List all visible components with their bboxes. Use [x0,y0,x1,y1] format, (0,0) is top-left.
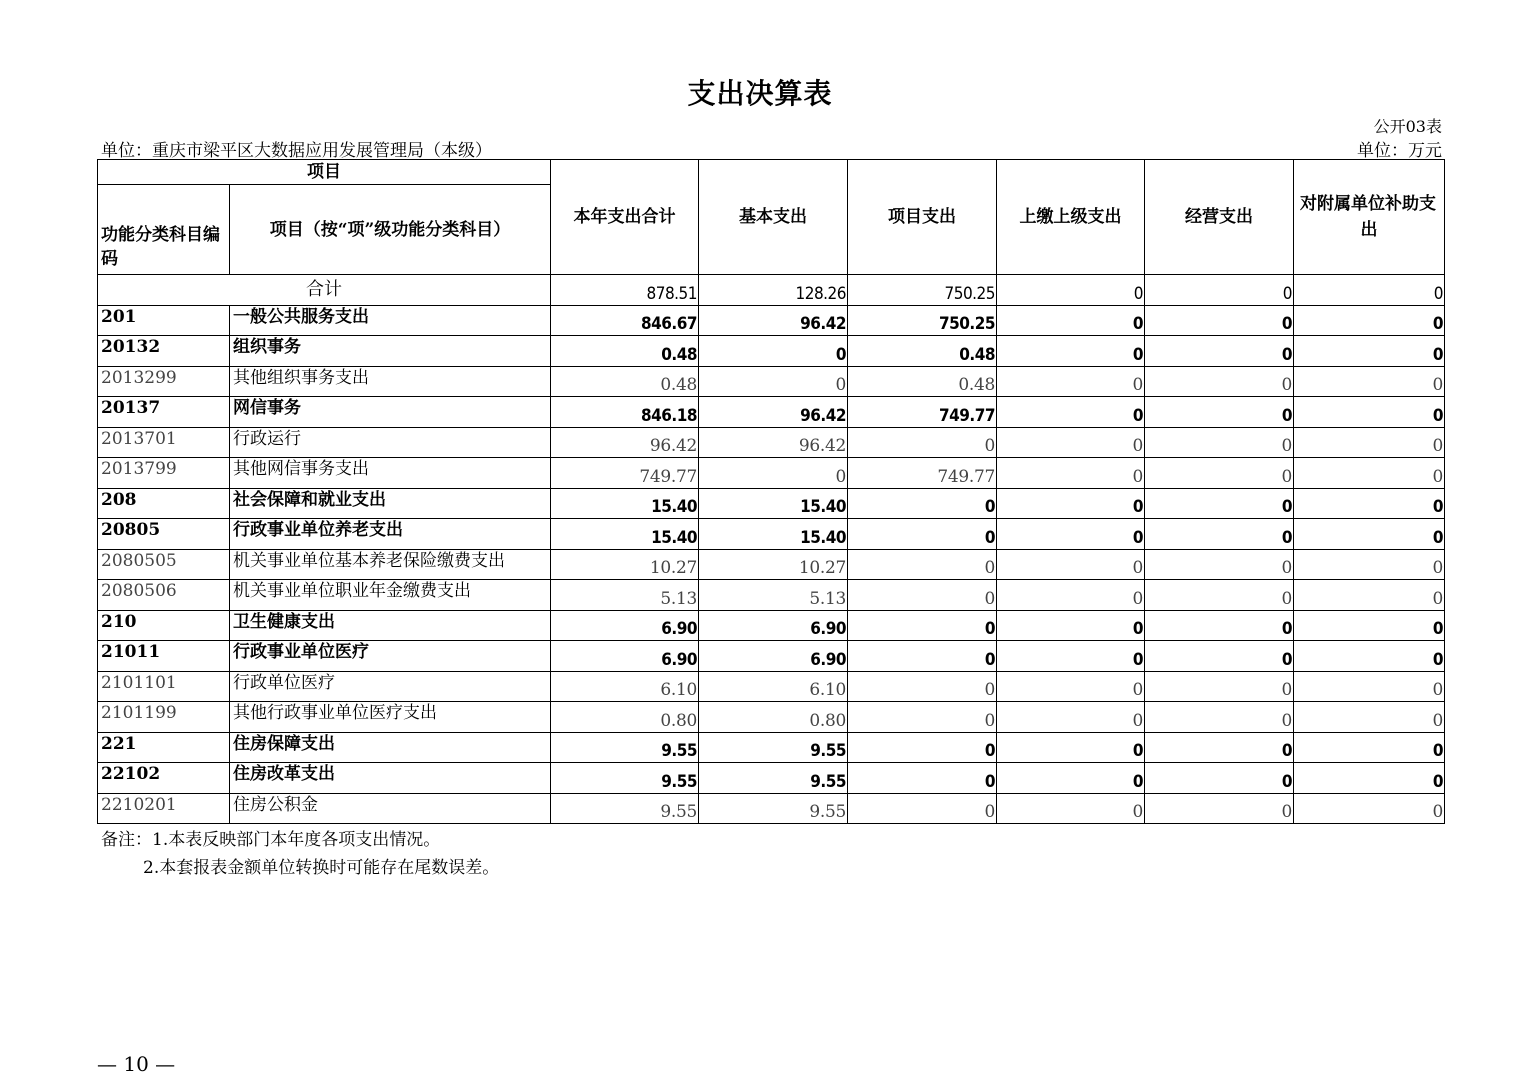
basic-cell: 9.55 [699,732,848,763]
project-cell: 0.48 [848,366,997,397]
total-label: 合计 [98,275,551,306]
total-cell: 846.18 [551,397,699,428]
project-cell: 0 [848,610,997,641]
total-cell: 15.40 [551,519,699,550]
upper-cell: 0 [997,793,1145,824]
business-cell: 0 [1145,366,1294,397]
upper-cell: 0 [997,671,1145,702]
project-cell: 749.77 [848,397,997,428]
name-cell: 一般公共服务支出 [230,305,551,336]
project-cell: 0 [848,427,997,458]
total-cell: 96.42 [551,427,699,458]
code-cell: 2101101 [98,671,230,702]
business-cell: 0 [1145,275,1294,306]
table-row [98,458,1445,489]
subsidy-cell: 0 [1294,641,1445,672]
business-cell: 0 [1145,641,1294,672]
project-cell: 0 [848,549,997,580]
basic-cell: 96.42 [699,427,848,458]
table-row [98,641,1445,672]
basic-cell: 9.55 [699,763,848,794]
header-total: 本年支出合计 [551,160,699,275]
table-row [98,763,1445,794]
table-row [98,580,1445,611]
table-row [98,336,1445,367]
table-row [98,397,1445,428]
project-cell: 0 [848,488,997,519]
table-row [98,305,1445,336]
project-cell: 0 [848,641,997,672]
header-project-expense: 项目支出 [848,160,997,275]
note-2: 2.本套报表金额单位转换时可能存在尾数误差。 [143,858,500,878]
table-row [98,702,1445,733]
basic-cell: 6.10 [699,671,848,702]
business-cell: 0 [1145,397,1294,428]
name-cell: 卫生健康支出 [230,610,551,641]
upper-cell: 0 [997,549,1145,580]
basic-cell: 0 [699,336,848,367]
table-row [98,488,1445,519]
header-business: 经营支出 [1145,160,1294,275]
project-cell: 750.25 [848,305,997,336]
total-cell: 6.90 [551,641,699,672]
upper-cell: 0 [997,366,1145,397]
total-cell: 9.55 [551,763,699,794]
name-cell: 网信事务 [230,397,551,428]
code-cell: 210 [98,610,230,641]
code-cell: 2013299 [98,366,230,397]
basic-cell: 96.42 [699,397,848,428]
upper-cell: 0 [997,305,1145,336]
subsidy-cell: 0 [1294,519,1445,550]
business-cell: 0 [1145,305,1294,336]
name-cell: 机关事业单位基本养老保险缴费支出 [230,549,551,580]
header-project: 项目 [98,160,551,185]
code-cell: 2080505 [98,549,230,580]
basic-cell: 15.40 [699,519,848,550]
subsidy-cell: 0 [1294,549,1445,580]
basic-cell: 6.90 [699,641,848,672]
code-cell: 22102 [98,763,230,794]
basic-cell: 96.42 [699,305,848,336]
page-title: 支出决算表 [687,77,833,110]
subsidy-cell: 0 [1294,427,1445,458]
unit-label: 单位：重庆市梁平区大数据应用发展管理局（本级） [101,141,492,161]
code-cell: 2080506 [98,580,230,611]
table-row [98,732,1445,763]
code-cell: 20805 [98,519,230,550]
subsidy-cell: 0 [1294,732,1445,763]
upper-cell: 0 [997,397,1145,428]
upper-cell: 0 [997,458,1145,489]
basic-cell: 15.40 [699,488,848,519]
code-cell: 201 [98,305,230,336]
subsidy-cell: 0 [1294,397,1445,428]
project-cell: 0 [848,671,997,702]
form-number: 公开03表 [1373,117,1442,136]
name-cell: 行政事业单位养老支出 [230,519,551,550]
total-cell: 846.67 [551,305,699,336]
business-cell: 0 [1145,519,1294,550]
code-cell: 208 [98,488,230,519]
business-cell: 0 [1145,732,1294,763]
business-cell: 0 [1145,671,1294,702]
business-cell: 0 [1145,549,1294,580]
name-cell: 行政运行 [230,427,551,458]
name-cell: 社会保障和就业支出 [230,488,551,519]
total-cell: 10.27 [551,549,699,580]
upper-cell: 0 [997,336,1145,367]
business-cell: 0 [1145,610,1294,641]
upper-cell: 0 [997,275,1145,306]
upper-cell: 0 [997,702,1145,733]
name-cell: 机关事业单位职业年金缴费支出 [230,580,551,611]
total-cell: 6.90 [551,610,699,641]
upper-cell: 0 [997,427,1145,458]
business-cell: 0 [1145,580,1294,611]
business-cell: 0 [1145,793,1294,824]
basic-cell: 0.80 [699,702,848,733]
business-cell: 0 [1145,336,1294,367]
code-cell: 221 [98,732,230,763]
code-cell: 21011 [98,641,230,672]
total-cell: 6.10 [551,671,699,702]
code-cell: 2013799 [98,458,230,489]
name-cell: 其他网信事务支出 [230,458,551,489]
header-name: 项目（按“项”级功能分类科目） [230,185,551,275]
header-subsidy-bottom: 出 [1360,220,1378,240]
note-1: 备注：1.本表反映部门本年度各项支出情况。 [101,830,441,850]
subsidy-cell: 0 [1294,336,1445,367]
subsidy-cell: 0 [1294,580,1445,611]
table-row [98,671,1445,702]
basic-cell: 128.26 [699,275,848,306]
project-cell: 0.48 [848,336,997,367]
business-cell: 0 [1145,427,1294,458]
name-cell: 行政事业单位医疗 [230,641,551,672]
table-row [98,549,1445,580]
total-cell: 878.51 [551,275,699,306]
upper-cell: 0 [997,763,1145,794]
table-row [98,366,1445,397]
subsidy-cell: 0 [1294,702,1445,733]
name-cell: 组织事务 [230,336,551,367]
name-cell: 住房改革支出 [230,763,551,794]
basic-cell: 5.13 [699,580,848,611]
currency-unit-label: 单位：万元 [1357,141,1442,161]
total-cell: 9.55 [551,793,699,824]
subsidy-cell: 0 [1294,671,1445,702]
total-cell: 5.13 [551,580,699,611]
subsidy-cell: 0 [1294,305,1445,336]
name-cell: 住房保障支出 [230,732,551,763]
basic-cell: 6.90 [699,610,848,641]
business-cell: 0 [1145,488,1294,519]
name-cell: 其他组织事务支出 [230,366,551,397]
notes [101,826,499,882]
project-cell: 0 [848,732,997,763]
basic-cell: 10.27 [699,549,848,580]
total-cell: 15.40 [551,488,699,519]
total-cell: 749.77 [551,458,699,489]
upper-cell: 0 [997,488,1145,519]
business-cell: 0 [1145,763,1294,794]
code-cell: 20132 [98,336,230,367]
total-row [98,275,1445,306]
project-cell: 0 [848,793,997,824]
subsidy-cell: 0 [1294,488,1445,519]
header-subsidy-top: 对附属单位补助支 [1300,194,1436,214]
project-cell: 749.77 [848,458,997,489]
name-cell: 其他行政事业单位医疗支出 [230,702,551,733]
upper-cell: 0 [997,519,1145,550]
table-row [98,427,1445,458]
subsidy-cell: 0 [1294,610,1445,641]
business-cell: 0 [1145,702,1294,733]
table-row [98,793,1445,824]
table-row [98,519,1445,550]
total-cell: 9.55 [551,732,699,763]
subsidy-cell: 0 [1294,275,1445,306]
code-cell: 2210201 [98,793,230,824]
project-cell: 750.25 [848,275,997,306]
header-upper: 上缴上级支出 [997,160,1145,275]
total-cell: 0.48 [551,336,699,367]
upper-cell: 0 [997,641,1145,672]
upper-cell: 0 [997,732,1145,763]
code-cell: 2013701 [98,427,230,458]
basic-cell: 0 [699,366,848,397]
total-cell: 0.48 [551,366,699,397]
basic-cell: 0 [699,458,848,489]
header-code: 功能分类科目编码 [98,185,230,275]
total-cell: 0.80 [551,702,699,733]
subsidy-cell: 0 [1294,458,1445,489]
business-cell: 0 [1145,458,1294,489]
name-cell: 行政单位医疗 [230,671,551,702]
upper-cell: 0 [997,610,1145,641]
subsidy-cell: 0 [1294,793,1445,824]
header-subsidy [1294,160,1445,275]
table-row [98,610,1445,641]
code-cell: 20137 [98,397,230,428]
header-basic: 基本支出 [699,160,848,275]
subsidy-cell: 0 [1294,366,1445,397]
project-cell: 0 [848,580,997,611]
project-cell: 0 [848,763,997,794]
project-cell: 0 [848,702,997,733]
subsidy-cell: 0 [1294,763,1445,794]
upper-cell: 0 [997,580,1145,611]
project-cell: 0 [848,519,997,550]
page-number: — 10 — [97,1052,176,1076]
code-cell: 2101199 [98,702,230,733]
expenditure-table [97,159,1445,824]
name-cell: 住房公积金 [230,793,551,824]
basic-cell: 9.55 [699,793,848,824]
